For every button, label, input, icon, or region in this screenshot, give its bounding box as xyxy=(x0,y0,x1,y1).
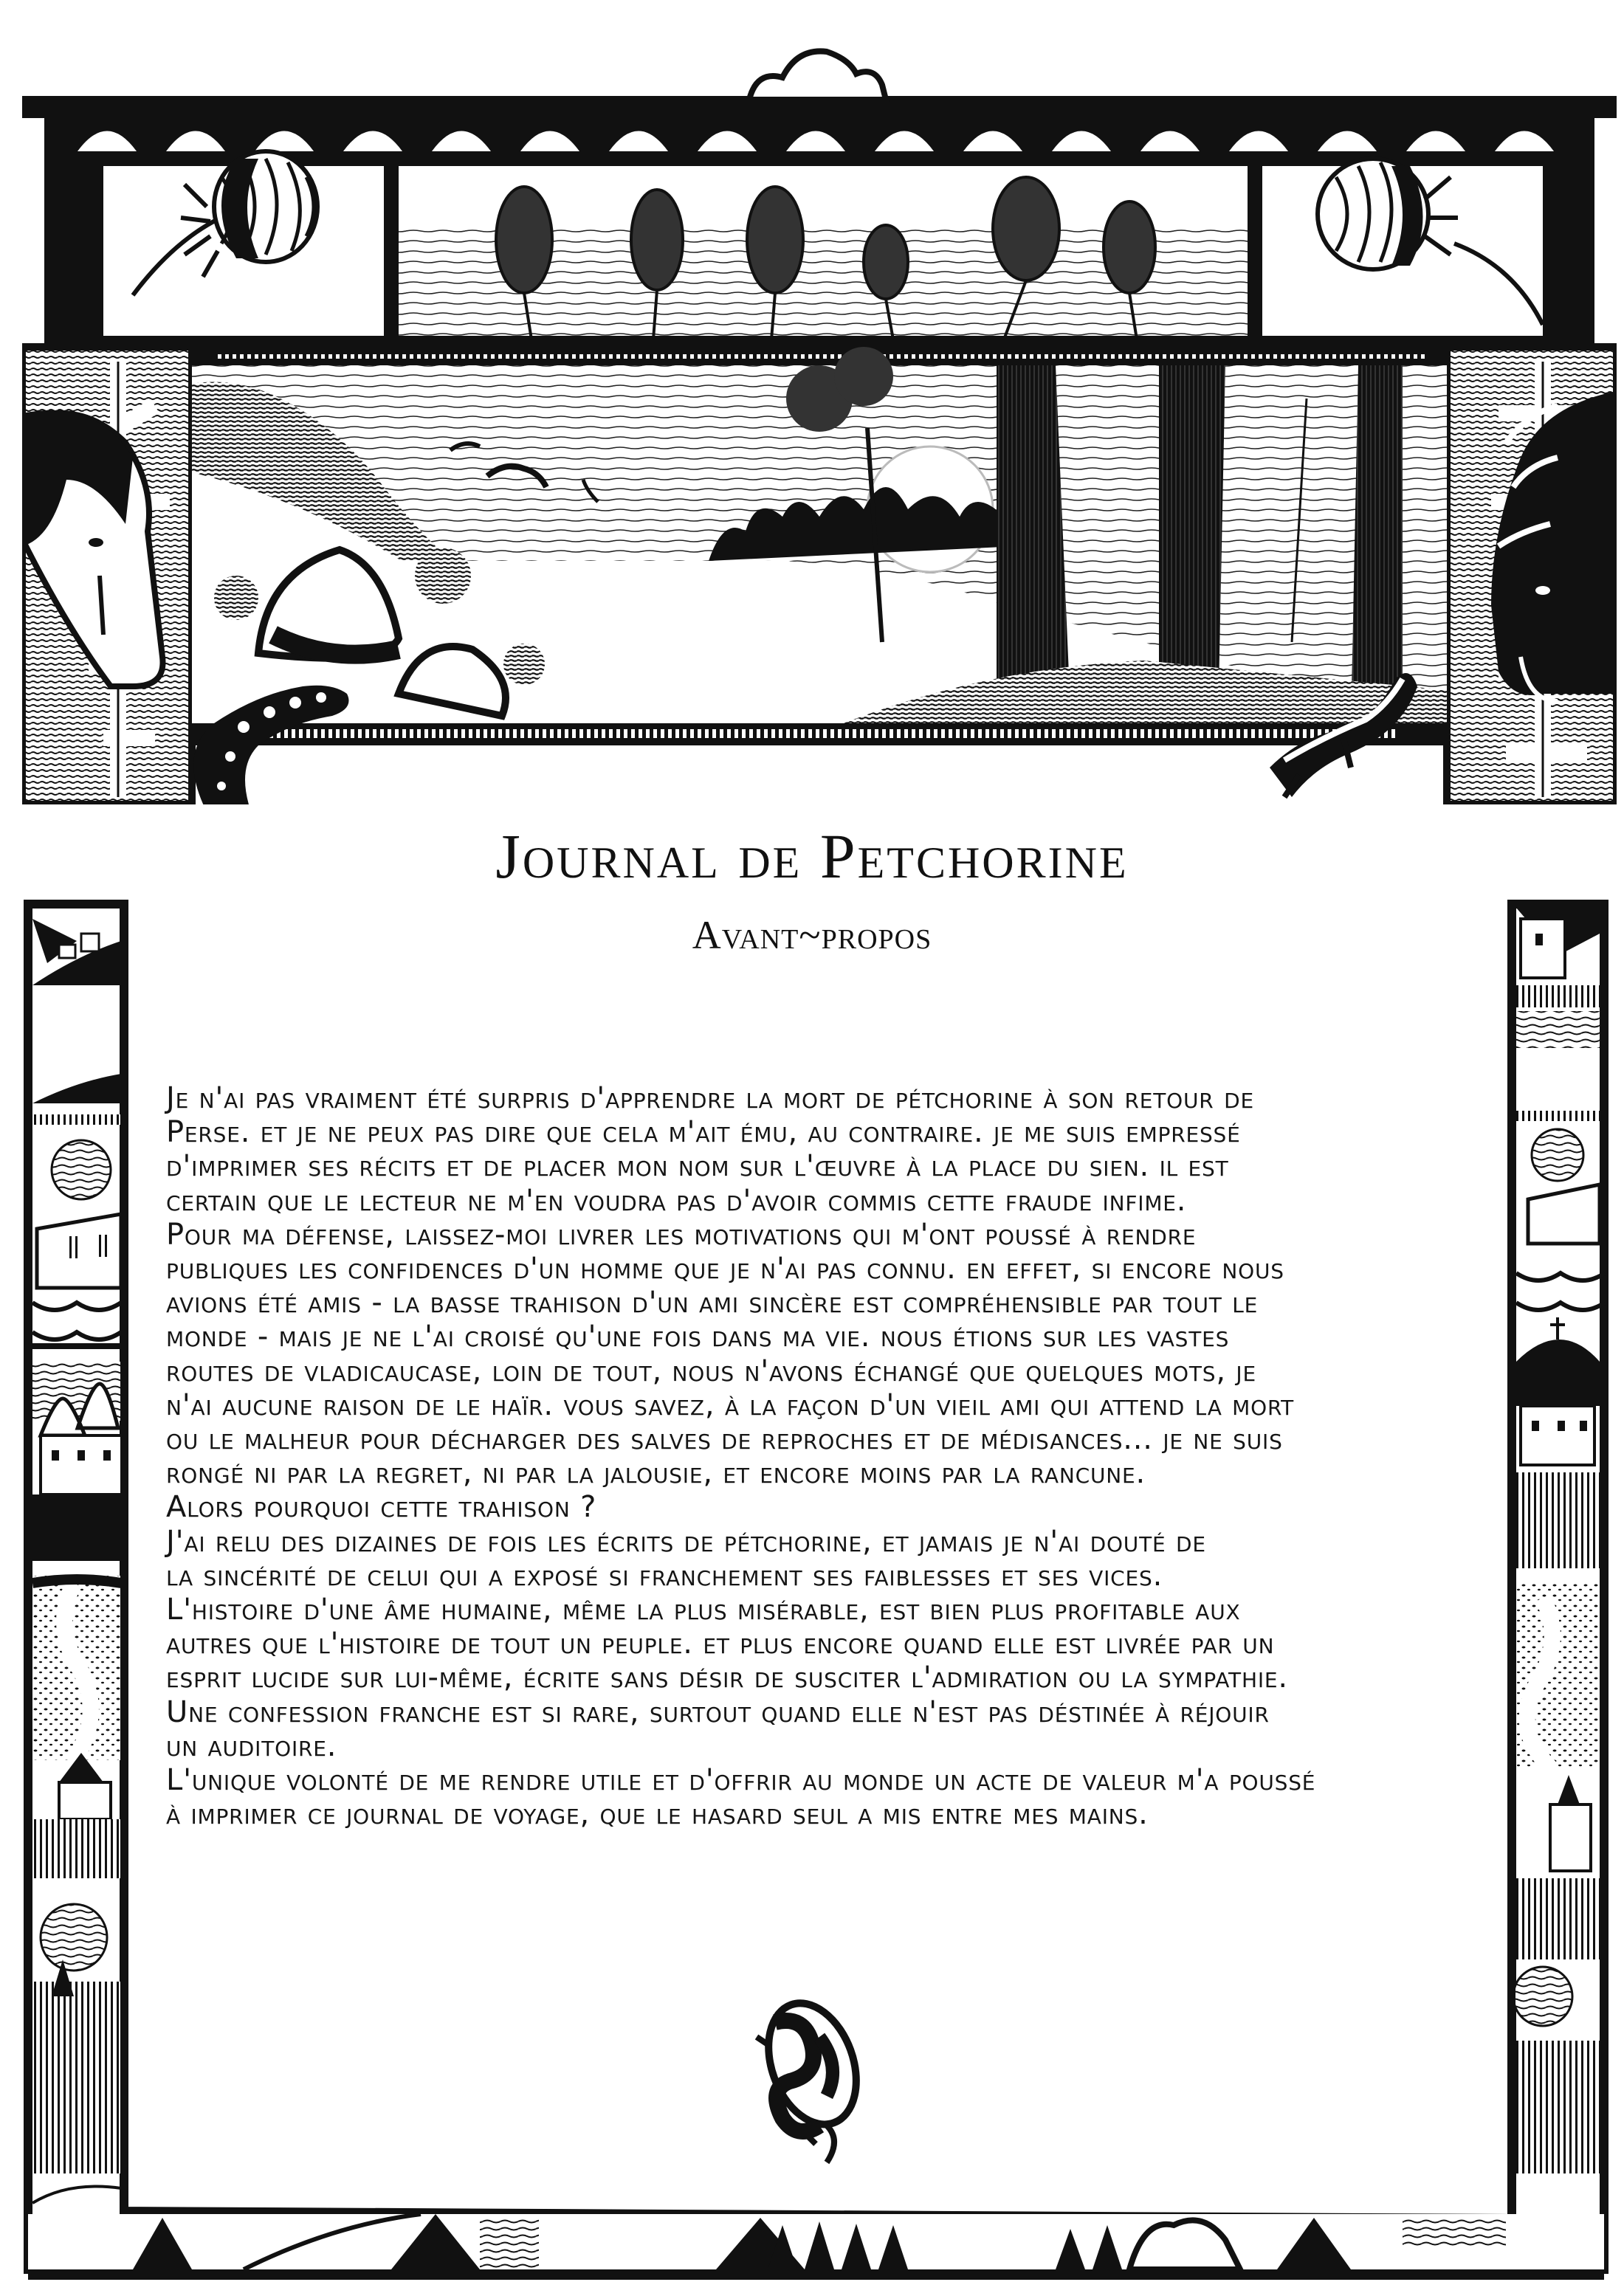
text-line: esprit lucide sur lui-même, écrite sans désir de susciter l'admiration ou la sympathie. xyxy=(166,1661,1288,1695)
landscape-scene xyxy=(192,347,1447,745)
text-line: Une confession franche est si rare, surtout quand elle n'est pas déstinée à réjouir xyxy=(166,1695,1270,1729)
text-line: la sincérité de celui qui a exposé si franchement ses faiblesses et ses vices. xyxy=(166,1558,1163,1593)
text-line: un auditoire. xyxy=(166,1728,337,1763)
text-line: J'ai relu des dizaines de fois les écrits de pétchorine, et jamais je n'ai douté de xyxy=(166,1524,1206,1559)
curled-salamander-icon xyxy=(753,1991,873,2162)
text-line: L'unique volonté de me rendre utile et d'offrir au monde un acte de valeur m'a poussé xyxy=(166,1763,1316,1798)
text-line: certain que le lecteur ne m'en voudra pas d'avoir commis cette fraude infime. xyxy=(166,1183,1187,1218)
text-line: autres que l'histoire de tout un peuple. et plus encore quand elle est livrée par un xyxy=(166,1627,1275,1661)
page-title: Journal de Petchorine xyxy=(495,821,1129,892)
text-line: rongé ni par la regret, ni par la jalousie, et encore moins par la rancune. xyxy=(166,1456,1146,1491)
left-border-panel xyxy=(28,904,124,2269)
thistle-panel-row xyxy=(44,151,1594,347)
text-line: à imprimer ce journal de voyage, que le hasard seul a mis entre mes mains. xyxy=(166,1797,1149,1832)
text-line: d'imprimer ses récits et de placer mon nom sur l'œuvre à la place du sien. il est xyxy=(166,1149,1229,1184)
text-line: routes de vladicaucase, loin de tout, nous n'avons échangé que quelques mots, je xyxy=(166,1354,1256,1388)
top-illustration-frame xyxy=(22,30,1617,804)
right-border-panel xyxy=(1512,904,1605,2269)
page-subtitle: Avant~propos xyxy=(692,913,932,957)
rock-icon xyxy=(749,51,886,100)
text-line: Je n'ai pas vraiment été surpris d'apprendre la mort de pétchorine à son retour de xyxy=(166,1081,1254,1115)
text-line: L'histoire d'une âme humaine, même la plus misérable, est bien plus profitable aux xyxy=(166,1593,1241,1627)
horse-head-black-icon xyxy=(1491,391,1617,701)
text-line: n'ai aucune raison de le haïr. vous savez, à la façon d'un vieil ami qui attend la mort xyxy=(166,1387,1295,1422)
foreword-body-text xyxy=(166,1081,1436,1831)
frame-border xyxy=(22,51,1617,155)
text-line: publiques les confidences d'un homme que je n'ai pas connu. en effet, si encore nous xyxy=(166,1252,1284,1286)
text-line: monde - mais je ne l'ai croisé qu'une fois dans ma vie. nous étions sur les vastes xyxy=(166,1320,1230,1354)
text-line: Alors pourquoi cette trahison ? xyxy=(166,1490,597,1525)
bottom-border-landscape xyxy=(28,2214,1604,2280)
text-line: Perse. et je ne peux pas dire que cela m'ait ému, au contraire. je me suis empressé xyxy=(166,1115,1241,1150)
text-line: ou le malheur pour décharger des salves de reproches et de médisances... je ne suis xyxy=(166,1422,1283,1457)
text-line: avions été amis - la basse trahison d'un ami sincère est compréhensible par tout le xyxy=(166,1286,1259,1320)
text-line: Pour ma défense, laissez-moi livrer les motivations qui m'ont poussé à rendre xyxy=(166,1217,1197,1252)
tree-trunk-icon xyxy=(1351,365,1403,727)
